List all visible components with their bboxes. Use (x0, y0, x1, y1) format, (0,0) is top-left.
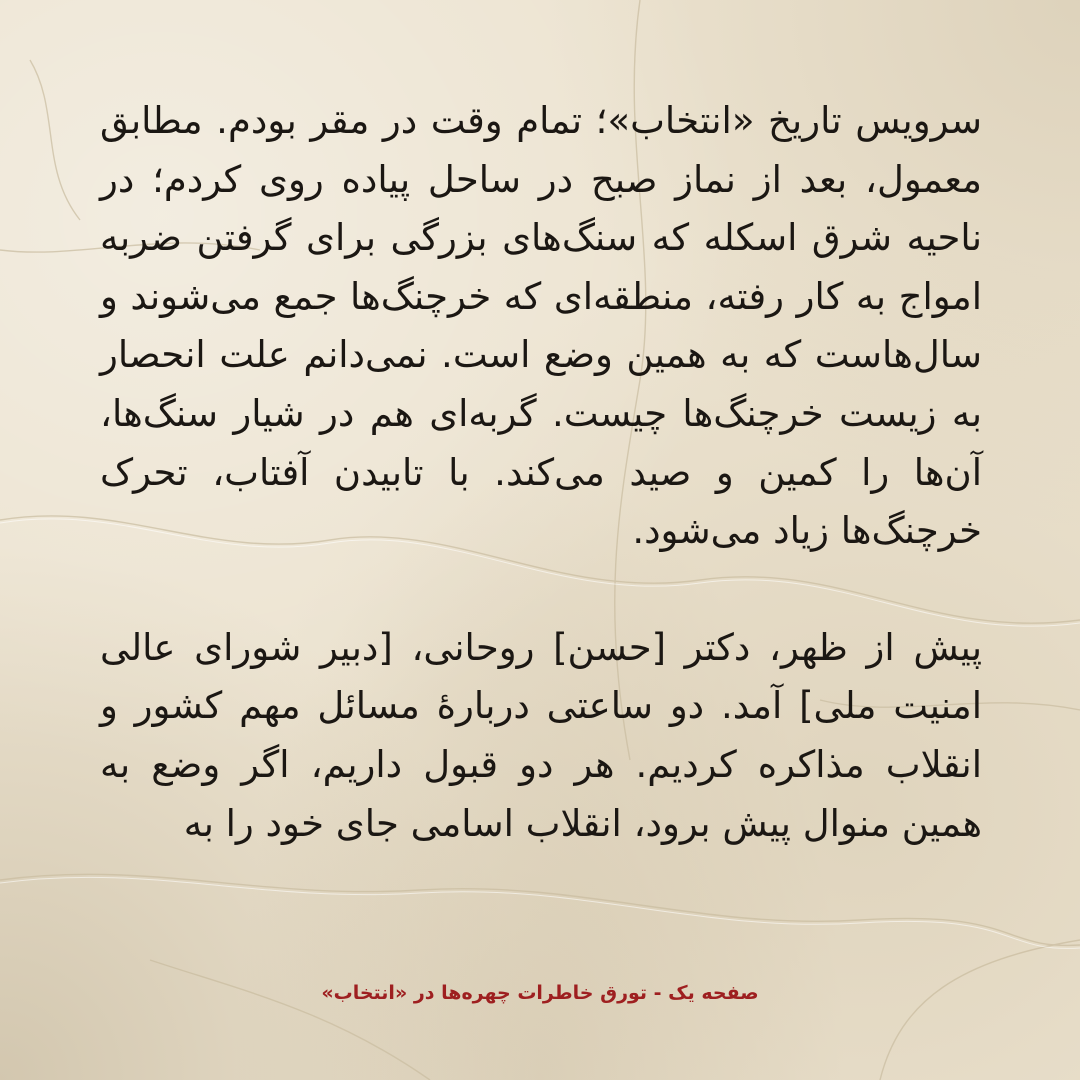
document-body (100, 92, 982, 853)
paragraph-2: پیش از ظهر، دکتر [حسن] روحانی، [دبیر شورای عالی امنیت ملی] آمد. دو ساعتی دربارهٔ مسائل مهم کشور و انقلاب مذاکره کردیم. هر دو قبول داریم، اگر وضع به همین منوال پیش برود، انقلاب اسامی جای خود را به (100, 625, 982, 845)
paragraph-spacer (100, 561, 982, 619)
page-caption: صفحه یک - تورق خاطرات چهره‌ها در «انتخاب» (321, 982, 759, 1004)
paragraph-1: سرویس تاریخ «انتخاب»؛ تمام وقت در مقر بودم. مطابق معمول، بعد از نماز صبح در ساحل پیاده روی کردم؛ در ناحیه شرق اسکله که سنگ‌های بزرگی برای گرفتن ضربه امواج به کار رفته، منطقه‌ای که خرچنگ‌ها جمع می‌شوند و سال‌هاست که به همین وضع است. نمی‌دانم علت انحصار به زیست خرچنگ‌ها چیست. گربه‌ای هم در شیار سنگ‌ها، آن‌ها را کمین و صید می‌کند. با تابیدن آفتاب، تحرک خرچنگ‌ها زیاد می‌شود. (100, 99, 982, 553)
